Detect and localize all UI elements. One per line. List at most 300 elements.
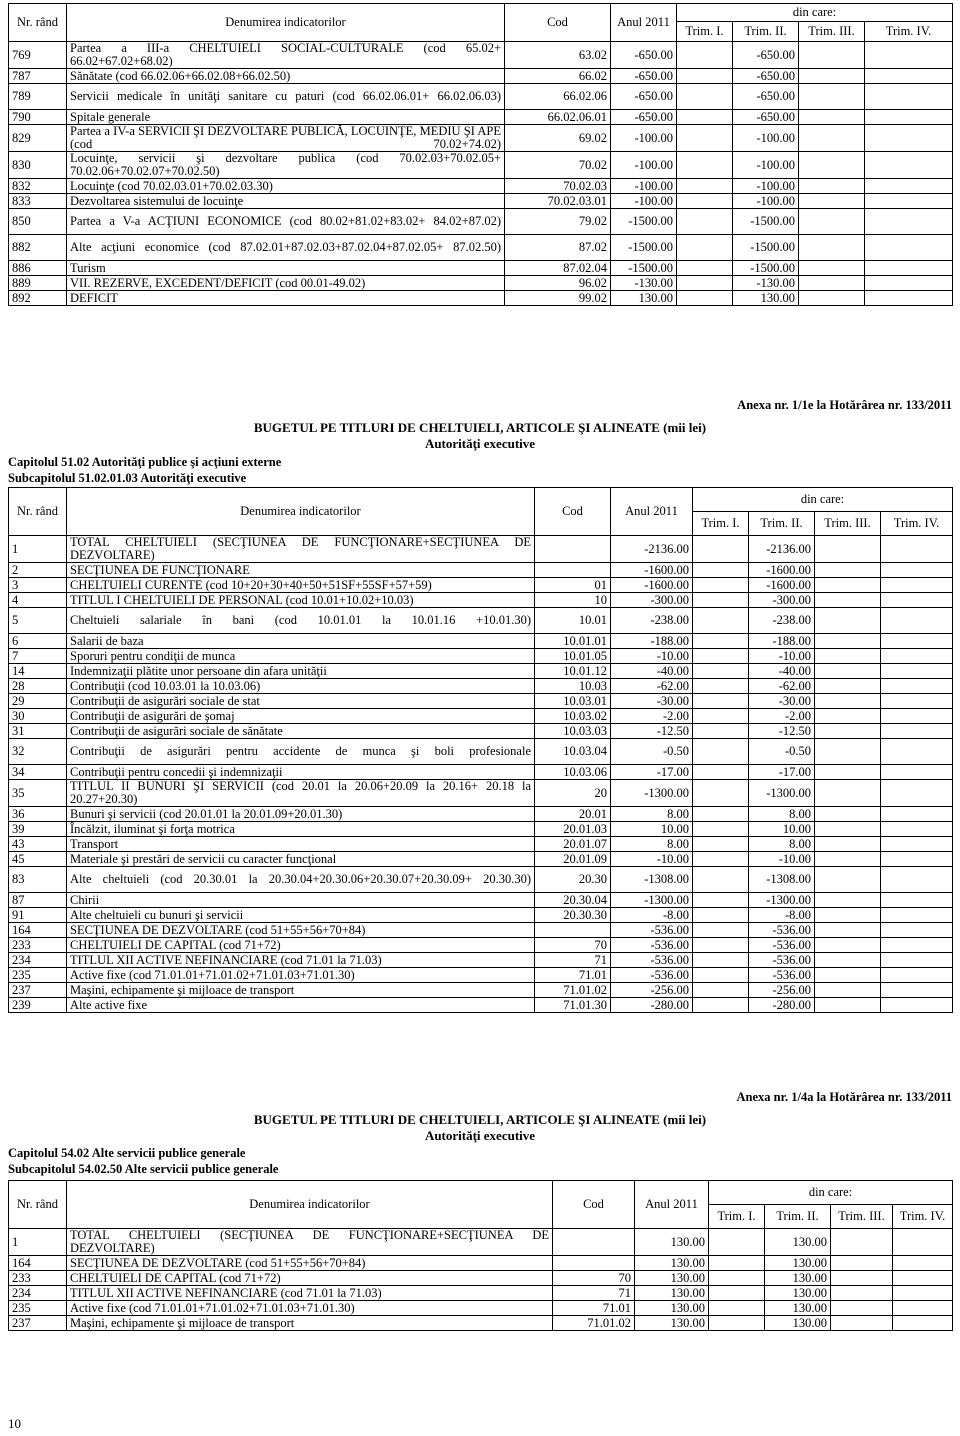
row-nr: 237 bbox=[9, 983, 67, 998]
row-anul: 8.00 bbox=[611, 807, 693, 822]
row-trim-3 bbox=[815, 536, 881, 563]
row-trim-1 bbox=[693, 694, 749, 709]
row-trim-4 bbox=[881, 593, 953, 608]
row-cod: 87.02 bbox=[505, 235, 611, 261]
row-trim-4 bbox=[865, 42, 953, 69]
row-denumire: Contribuţii de asigurări sociale de stat bbox=[67, 694, 535, 709]
row-anul: -536.00 bbox=[611, 968, 693, 983]
header-nr: Nr. rând bbox=[9, 4, 67, 42]
anexa-label-2: Anexa nr. 1/4a la Hotărârea nr. 133/2011 bbox=[736, 1090, 952, 1104]
row-anul: -10.00 bbox=[611, 852, 693, 867]
row-anul: -2136.00 bbox=[611, 536, 693, 563]
row-cod: 66.02.06.01 bbox=[505, 110, 611, 125]
row-anul: -1600.00 bbox=[611, 578, 693, 593]
row-trim-3 bbox=[815, 822, 881, 837]
row-nr: 31 bbox=[9, 724, 67, 739]
row-trim-1 bbox=[693, 867, 749, 893]
row-trim-2: -10.00 bbox=[749, 852, 815, 867]
row-anul: -536.00 bbox=[611, 953, 693, 968]
row-denumire: Salarii de baza bbox=[67, 634, 535, 649]
row-denumire: Alte active fixe bbox=[67, 998, 535, 1013]
row-anul: -12.50 bbox=[611, 724, 693, 739]
row-trim-2: -8.00 bbox=[749, 908, 815, 923]
row-trim-4 bbox=[881, 563, 953, 578]
header-trim-1: Trim. I. bbox=[693, 512, 749, 536]
row-trim-1 bbox=[693, 780, 749, 807]
row-denumire: Contribuţii de asigurări pentru accidente de munca şi boli profesionale bbox=[67, 739, 535, 765]
row-trim-2: 130.00 bbox=[765, 1301, 831, 1316]
row-trim-4 bbox=[865, 209, 953, 235]
row-trim-1 bbox=[693, 968, 749, 983]
row-denumire: Sănătate (cod 66.02.06+66.02.08+66.02.50) bbox=[67, 69, 505, 84]
row-denumire: Contribuţii de asigurări sociale de sănătate bbox=[67, 724, 535, 739]
table-row bbox=[9, 125, 953, 152]
budget-table-1 bbox=[8, 3, 953, 306]
row-nr: 233 bbox=[9, 938, 67, 953]
row-trim-4 bbox=[881, 739, 953, 765]
row-cod: 87.02.04 bbox=[505, 261, 611, 276]
row-trim-4 bbox=[881, 724, 953, 739]
table-row bbox=[9, 837, 953, 852]
row-denumire: TOTAL CHELTUIELI (SECŢIUNEA DE FUNCŢIONARE+SECŢIUNEA DE DEZVOLTARE) bbox=[67, 1229, 553, 1256]
row-nr: 28 bbox=[9, 679, 67, 694]
row-trim-3 bbox=[831, 1229, 893, 1256]
table-row bbox=[9, 983, 953, 998]
row-trim-2: -100.00 bbox=[733, 152, 799, 179]
row-trim-1 bbox=[693, 724, 749, 739]
row-trim-2: -100.00 bbox=[733, 179, 799, 194]
row-cod: 70.02.03 bbox=[505, 179, 611, 194]
row-trim-3 bbox=[815, 953, 881, 968]
row-trim-1 bbox=[693, 852, 749, 867]
budget-subtitle-2: Autorităţi executive bbox=[424, 1128, 536, 1143]
row-trim-1 bbox=[693, 608, 749, 634]
row-trim-4 bbox=[881, 938, 953, 953]
header-din-care: din care: bbox=[693, 488, 953, 512]
table-row bbox=[9, 893, 953, 908]
row-anul: -188.00 bbox=[611, 634, 693, 649]
row-trim-1 bbox=[677, 125, 733, 152]
row-nr: 6 bbox=[9, 634, 67, 649]
table-row bbox=[9, 780, 953, 807]
row-trim-4 bbox=[881, 694, 953, 709]
row-trim-3 bbox=[815, 694, 881, 709]
row-cod: 10.03 bbox=[535, 679, 611, 694]
row-trim-4 bbox=[881, 837, 953, 852]
row-denumire: TITLUL II BUNURI ŞI SERVICII (cod 20.01 la 20.06+20.09 la 20.16+ 20.18 la 20.27+20.30) bbox=[67, 780, 535, 807]
row-trim-2: -10.00 bbox=[749, 649, 815, 664]
row-anul: 130.00 bbox=[635, 1271, 709, 1286]
row-trim-4 bbox=[881, 780, 953, 807]
row-nr: 39 bbox=[9, 822, 67, 837]
table-row bbox=[9, 110, 953, 125]
header-trim-3: Trim. III. bbox=[815, 512, 881, 536]
row-denumire: Partea a III-a CHELTUIELI SOCIAL-CULTURALE (cod 65.02+ 66.02+67.02+68.02) bbox=[67, 42, 505, 69]
row-trim-3 bbox=[799, 261, 865, 276]
row-trim-4 bbox=[881, 664, 953, 679]
row-cod: 20.01.09 bbox=[535, 852, 611, 867]
row-trim-3 bbox=[799, 69, 865, 84]
row-denumire: SECŢIUNEA DE DEZVOLTARE (cod 51+55+56+70+84) bbox=[67, 1256, 553, 1271]
row-anul: 130.00 bbox=[635, 1229, 709, 1256]
row-cod: 10.01.01 bbox=[535, 634, 611, 649]
row-anul: -100.00 bbox=[611, 194, 677, 209]
row-trim-2: -100.00 bbox=[733, 125, 799, 152]
row-trim-2: 130.00 bbox=[765, 1256, 831, 1271]
row-cod: 20.30.30 bbox=[535, 908, 611, 923]
row-anul: -1300.00 bbox=[611, 893, 693, 908]
row-trim-1 bbox=[709, 1286, 765, 1301]
row-trim-1 bbox=[677, 152, 733, 179]
row-trim-1 bbox=[693, 593, 749, 608]
row-trim-4 bbox=[881, 578, 953, 593]
row-denumire: TITLUL XII ACTIVE NEFINANCIARE (cod 71.01 la 71.03) bbox=[67, 1286, 553, 1301]
row-trim-1 bbox=[693, 908, 749, 923]
subcapitol-label: Subcapitolul 51.02.01.03 Autorităţi executive bbox=[8, 471, 247, 485]
row-trim-3 bbox=[815, 998, 881, 1013]
table-row bbox=[9, 923, 953, 938]
row-cod: 10.01.05 bbox=[535, 649, 611, 664]
row-trim-3 bbox=[831, 1301, 893, 1316]
header-anul: Anul 2011 bbox=[611, 4, 677, 42]
row-trim-1 bbox=[693, 923, 749, 938]
row-nr: 83 bbox=[9, 867, 67, 893]
row-cod: 71 bbox=[553, 1286, 635, 1301]
row-trim-2: -130.00 bbox=[733, 276, 799, 291]
table-row bbox=[9, 1301, 953, 1316]
row-nr: 1 bbox=[9, 1229, 67, 1256]
row-anul: -1500.00 bbox=[611, 235, 677, 261]
row-denumire: Maşini, echipamente şi mijloace de transport bbox=[67, 1316, 553, 1331]
row-denumire: VII. REZERVE, EXCEDENT/DEFICIT (cod 00.01-49.02) bbox=[67, 276, 505, 291]
row-trim-3 bbox=[799, 194, 865, 209]
row-nr: 4 bbox=[9, 593, 67, 608]
row-cod bbox=[535, 563, 611, 578]
row-trim-3 bbox=[815, 563, 881, 578]
table-row bbox=[9, 807, 953, 822]
row-trim-1 bbox=[693, 634, 749, 649]
table-row bbox=[9, 563, 953, 578]
table-row bbox=[9, 694, 953, 709]
table-row bbox=[9, 209, 953, 235]
row-nr: 833 bbox=[9, 194, 67, 209]
row-trim-4 bbox=[881, 908, 953, 923]
row-cod: 71 bbox=[535, 953, 611, 968]
header-denumire: Denumirea indicatorilor bbox=[67, 4, 505, 42]
row-denumire: Alte cheltuieli cu bunuri şi servicii bbox=[67, 908, 535, 923]
row-trim-3 bbox=[815, 724, 881, 739]
row-trim-3 bbox=[815, 938, 881, 953]
row-trim-4 bbox=[881, 765, 953, 780]
row-cod: 20.30 bbox=[535, 867, 611, 893]
header-anul: Anul 2011 bbox=[635, 1181, 709, 1229]
row-trim-3 bbox=[815, 867, 881, 893]
row-anul: 130.00 bbox=[635, 1256, 709, 1271]
row-cod: 70.02 bbox=[505, 152, 611, 179]
row-trim-2: -1300.00 bbox=[749, 780, 815, 807]
table-row bbox=[9, 152, 953, 179]
header-trim-3: Trim. III. bbox=[831, 1205, 893, 1229]
table-row bbox=[9, 69, 953, 84]
row-denumire: Contribuţii pentru concedii şi indemnizaţii bbox=[67, 765, 535, 780]
row-trim-2: -1300.00 bbox=[749, 893, 815, 908]
row-nr: 235 bbox=[9, 1301, 67, 1316]
row-trim-4 bbox=[881, 968, 953, 983]
row-cod: 99.02 bbox=[505, 291, 611, 306]
row-trim-2: -30.00 bbox=[749, 694, 815, 709]
row-cod: 71.01.30 bbox=[535, 998, 611, 1013]
row-trim-1 bbox=[677, 84, 733, 110]
row-trim-2: -1500.00 bbox=[733, 261, 799, 276]
row-cod: 10.03.03 bbox=[535, 724, 611, 739]
row-anul: 130.00 bbox=[635, 1301, 709, 1316]
row-trim-3 bbox=[831, 1271, 893, 1286]
row-trim-3 bbox=[815, 578, 881, 593]
table-row bbox=[9, 765, 953, 780]
header-trim-4: Trim. IV. bbox=[881, 512, 953, 536]
row-nr: 787 bbox=[9, 69, 67, 84]
row-trim-1 bbox=[709, 1301, 765, 1316]
row-trim-3 bbox=[815, 893, 881, 908]
capitol-label-2: Capitolul 54.02 Alte servicii publice generale bbox=[8, 1146, 246, 1160]
row-trim-2: 8.00 bbox=[749, 837, 815, 852]
row-trim-3 bbox=[815, 983, 881, 998]
row-anul: -30.00 bbox=[611, 694, 693, 709]
row-denumire: CHELTUIELI DE CAPITAL (cod 71+72) bbox=[67, 1271, 553, 1286]
row-trim-1 bbox=[693, 664, 749, 679]
row-trim-1 bbox=[693, 983, 749, 998]
row-denumire: SECŢIUNEA DE FUNCŢIONARE bbox=[67, 563, 535, 578]
row-trim-4 bbox=[881, 923, 953, 938]
row-denumire: Alte cheltuieli (cod 20.30.01 la 20.30.04+20.30.06+20.30.07+20.30.09+ 20.30.30) bbox=[67, 867, 535, 893]
row-anul: -0.50 bbox=[611, 739, 693, 765]
row-trim-1 bbox=[709, 1256, 765, 1271]
row-trim-4 bbox=[893, 1286, 953, 1301]
row-trim-3 bbox=[799, 125, 865, 152]
row-trim-3 bbox=[815, 649, 881, 664]
row-denumire: TITLUL I CHELTUIELI DE PERSONAL (cod 10.01+10.02+10.03) bbox=[67, 593, 535, 608]
row-cod: 79.02 bbox=[505, 209, 611, 235]
row-trim-2: -1500.00 bbox=[733, 235, 799, 261]
table-row bbox=[9, 998, 953, 1013]
row-nr: 830 bbox=[9, 152, 67, 179]
header-cod: Cod bbox=[553, 1181, 635, 1229]
row-trim-1 bbox=[677, 291, 733, 306]
row-trim-3 bbox=[799, 276, 865, 291]
row-trim-3 bbox=[815, 765, 881, 780]
row-anul: -1500.00 bbox=[611, 261, 677, 276]
row-nr: 889 bbox=[9, 276, 67, 291]
table-row bbox=[9, 179, 953, 194]
row-trim-1 bbox=[709, 1271, 765, 1286]
row-denumire: TITLUL XII ACTIVE NEFINANCIARE (cod 71.01 la 71.03) bbox=[67, 953, 535, 968]
row-nr: 235 bbox=[9, 968, 67, 983]
row-anul: -1300.00 bbox=[611, 780, 693, 807]
row-trim-4 bbox=[865, 125, 953, 152]
row-trim-2: -40.00 bbox=[749, 664, 815, 679]
row-trim-2: -1308.00 bbox=[749, 867, 815, 893]
row-trim-4 bbox=[881, 998, 953, 1013]
row-trim-2: -536.00 bbox=[749, 953, 815, 968]
header-trim-4: Trim. IV. bbox=[865, 22, 953, 42]
row-trim-1 bbox=[693, 679, 749, 694]
row-trim-3 bbox=[831, 1256, 893, 1271]
row-anul: -1308.00 bbox=[611, 867, 693, 893]
row-nr: 3 bbox=[9, 578, 67, 593]
row-trim-2: -1500.00 bbox=[733, 209, 799, 235]
table-row bbox=[9, 709, 953, 724]
row-trim-3 bbox=[799, 84, 865, 110]
header-anul: Anul 2011 bbox=[611, 488, 693, 536]
row-anul: -130.00 bbox=[611, 276, 677, 291]
row-trim-1 bbox=[693, 822, 749, 837]
row-anul: -300.00 bbox=[611, 593, 693, 608]
row-trim-1 bbox=[693, 709, 749, 724]
row-trim-4 bbox=[881, 634, 953, 649]
row-anul: -100.00 bbox=[611, 125, 677, 152]
row-denumire: Alte acţiuni economice (cod 87.02.01+87.02.03+87.02.04+87.02.05+ 87.02.50) bbox=[67, 235, 505, 261]
row-nr: 789 bbox=[9, 84, 67, 110]
row-trim-4 bbox=[881, 608, 953, 634]
row-anul: 130.00 bbox=[611, 291, 677, 306]
row-trim-4 bbox=[865, 276, 953, 291]
row-nr: 832 bbox=[9, 179, 67, 194]
row-denumire: Turism bbox=[67, 261, 505, 276]
row-nr: 91 bbox=[9, 908, 67, 923]
table-1-body bbox=[9, 42, 953, 306]
row-cod: 20.30.04 bbox=[535, 893, 611, 908]
row-trim-3 bbox=[799, 152, 865, 179]
header-trim-4: Trim. IV. bbox=[893, 1205, 953, 1229]
row-trim-1 bbox=[677, 235, 733, 261]
row-nr: 43 bbox=[9, 837, 67, 852]
row-trim-1 bbox=[693, 536, 749, 563]
row-trim-3 bbox=[815, 968, 881, 983]
row-trim-1 bbox=[693, 739, 749, 765]
row-nr: 30 bbox=[9, 709, 67, 724]
row-anul: -650.00 bbox=[611, 42, 677, 69]
header-trim-1: Trim. I. bbox=[709, 1205, 765, 1229]
header-nr: Nr. rând bbox=[9, 1181, 67, 1229]
row-anul: -100.00 bbox=[611, 179, 677, 194]
page-number: 10 bbox=[8, 1416, 21, 1431]
row-cod: 01 bbox=[535, 578, 611, 593]
table-row bbox=[9, 822, 953, 837]
header-trim-2: Trim. II. bbox=[733, 22, 799, 42]
row-trim-4 bbox=[881, 649, 953, 664]
row-trim-3 bbox=[815, 780, 881, 807]
table-row bbox=[9, 1271, 953, 1286]
row-cod bbox=[553, 1256, 635, 1271]
table-row bbox=[9, 608, 953, 634]
row-denumire: Sporuri pentru condiţii de munca bbox=[67, 649, 535, 664]
row-trim-2: -12.50 bbox=[749, 724, 815, 739]
table-row bbox=[9, 42, 953, 69]
row-cod: 71.01.02 bbox=[553, 1316, 635, 1331]
budget-title-2: BUGETUL PE TITLURI DE CHELTUIELI, ARTICOLE ŞI ALINEATE (mii lei) bbox=[253, 1112, 707, 1127]
row-trim-4 bbox=[881, 893, 953, 908]
row-trim-1 bbox=[677, 69, 733, 84]
row-trim-4 bbox=[881, 679, 953, 694]
row-anul: -650.00 bbox=[611, 84, 677, 110]
row-trim-3 bbox=[799, 291, 865, 306]
row-trim-1 bbox=[677, 110, 733, 125]
row-denumire: Locuinţe (cod 70.02.03.01+70.02.03.30) bbox=[67, 179, 505, 194]
table-row bbox=[9, 578, 953, 593]
row-trim-2: 130.00 bbox=[765, 1271, 831, 1286]
row-anul: -100.00 bbox=[611, 152, 677, 179]
row-cod: 70 bbox=[553, 1271, 635, 1286]
row-denumire: Spitale generale bbox=[67, 110, 505, 125]
row-anul: -1600.00 bbox=[611, 563, 693, 578]
table-row bbox=[9, 1229, 953, 1256]
row-trim-4 bbox=[865, 291, 953, 306]
row-trim-2: -17.00 bbox=[749, 765, 815, 780]
row-cod bbox=[535, 536, 611, 563]
table-row bbox=[9, 593, 953, 608]
row-denumire: Transport bbox=[67, 837, 535, 852]
row-anul: -62.00 bbox=[611, 679, 693, 694]
table-row bbox=[9, 84, 953, 110]
table-row bbox=[9, 649, 953, 664]
row-cod: 10.03.06 bbox=[535, 765, 611, 780]
table-row bbox=[9, 194, 953, 209]
row-trim-3 bbox=[815, 709, 881, 724]
row-trim-4 bbox=[865, 84, 953, 110]
row-trim-4 bbox=[881, 536, 953, 563]
row-trim-1 bbox=[693, 837, 749, 852]
row-anul: -280.00 bbox=[611, 998, 693, 1013]
table-row bbox=[9, 261, 953, 276]
table-row bbox=[9, 908, 953, 923]
row-trim-4 bbox=[881, 983, 953, 998]
row-trim-1 bbox=[693, 765, 749, 780]
header-trim-3: Trim. III. bbox=[799, 22, 865, 42]
row-trim-3 bbox=[799, 42, 865, 69]
row-trim-3 bbox=[815, 908, 881, 923]
row-trim-1 bbox=[693, 953, 749, 968]
table-row bbox=[9, 867, 953, 893]
row-trim-1 bbox=[693, 893, 749, 908]
row-cod: 70.02.03.01 bbox=[505, 194, 611, 209]
row-trim-4 bbox=[881, 867, 953, 893]
table-row bbox=[9, 291, 953, 306]
row-trim-2: -536.00 bbox=[749, 968, 815, 983]
anexa-label: Anexa nr. 1/1e la Hotărârea nr. 133/2011 bbox=[737, 398, 952, 412]
row-denumire: Bunuri şi servicii (cod 20.01.01 la 20.01.09+20.01.30) bbox=[67, 807, 535, 822]
row-denumire: Încălzit, iluminat şi forţa motrica bbox=[67, 822, 535, 837]
row-anul: -536.00 bbox=[611, 938, 693, 953]
row-trim-1 bbox=[677, 261, 733, 276]
row-nr: 234 bbox=[9, 953, 67, 968]
row-trim-1 bbox=[677, 42, 733, 69]
row-nr: 769 bbox=[9, 42, 67, 69]
row-trim-3 bbox=[799, 110, 865, 125]
row-trim-2: 130.00 bbox=[765, 1286, 831, 1301]
row-cod bbox=[535, 923, 611, 938]
row-cod: 10.03.01 bbox=[535, 694, 611, 709]
row-trim-2: -256.00 bbox=[749, 983, 815, 998]
row-trim-2: 130.00 bbox=[733, 291, 799, 306]
row-nr: 87 bbox=[9, 893, 67, 908]
row-cod: 10.01 bbox=[535, 608, 611, 634]
table-row bbox=[9, 276, 953, 291]
row-trim-2: -650.00 bbox=[733, 42, 799, 69]
row-anul: -8.00 bbox=[611, 908, 693, 923]
row-cod bbox=[553, 1229, 635, 1256]
row-cod: 20.01.07 bbox=[535, 837, 611, 852]
table-row bbox=[9, 953, 953, 968]
